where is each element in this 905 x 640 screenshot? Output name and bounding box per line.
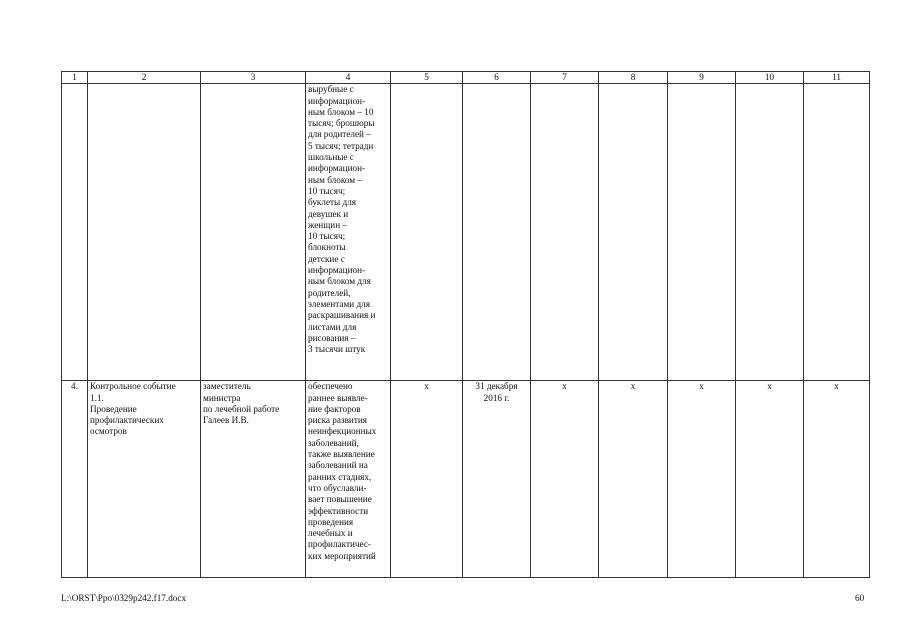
column-number: 6 (463, 72, 531, 84)
cell-line: буклеты для (308, 197, 357, 208)
column-number: 11 (804, 72, 870, 84)
table-cell (201, 84, 306, 381)
cell-line: что обуславли- (308, 482, 367, 493)
cell-line: рисования – (308, 332, 356, 343)
cell-line: риска развития (308, 415, 368, 426)
cell-line: листами для (308, 321, 357, 332)
cell-line: неинфекционных (308, 426, 377, 437)
column-number: 2 (88, 72, 201, 84)
cell-line: женщин – (308, 219, 348, 230)
table-cell (88, 84, 201, 381)
cell-line: информацион- (308, 163, 366, 174)
cell-line: по лечебной работе (203, 403, 280, 414)
column-number: 7 (531, 72, 599, 84)
cell-line: информацион- (308, 265, 366, 276)
cell-line: ких мероприятий (308, 550, 376, 561)
column-number: 5 (391, 72, 463, 84)
cell-line: лечебных и (308, 528, 353, 539)
col10-cell: х (736, 381, 804, 578)
table-cell (391, 84, 463, 381)
cell-line: Контрольное событие (90, 381, 176, 392)
cell-line: министра (203, 392, 241, 403)
cell-line: 1.1. (90, 392, 104, 403)
table-cell (599, 84, 668, 381)
responsible-cell (201, 381, 306, 578)
cell-line: заболеваний, (308, 437, 359, 448)
cell-line: школьные с (308, 152, 354, 163)
cell-line: информацион- (308, 95, 366, 106)
cell-line: 3 тысячи штук (308, 344, 366, 355)
table-row-4 (62, 381, 870, 578)
event-name-cell (88, 381, 201, 578)
footer-file-path: L:\ORST\Ppo\0329p242.f17.docx (61, 593, 187, 603)
cell-line: заместитель (203, 381, 251, 392)
column-number: 9 (668, 72, 736, 84)
cell-line: родителей, (308, 287, 351, 298)
col8-cell: х (599, 381, 668, 578)
result-cell (306, 381, 391, 578)
plan-table (61, 71, 870, 578)
col5-cell: х (391, 381, 463, 578)
cell-line: раскрашивания и (308, 310, 376, 321)
cell-line: 5 тысяч; тетради (308, 140, 374, 151)
column-number: 4 (306, 72, 391, 84)
table-cell (463, 84, 531, 381)
result-cell-continued (306, 84, 391, 381)
cell-line: ным блоком для (308, 276, 371, 287)
column-number: 10 (736, 72, 804, 84)
table-cell (736, 84, 804, 381)
cell-line: девушек и (308, 208, 349, 219)
table-cell (531, 84, 599, 381)
cell-line: ным блоком – 10 (308, 106, 374, 117)
cell-line: 10 тысяч; (308, 231, 346, 242)
page-number: 60 (855, 593, 865, 603)
column-number: 3 (201, 72, 306, 84)
col11-cell: х (804, 381, 870, 578)
cell-line: эффективности (308, 505, 369, 516)
cell-line: ранних стадиях, (308, 471, 372, 482)
cell-line: Проведение (90, 403, 137, 414)
cell-line: профилактических (90, 415, 164, 426)
table-cell (62, 84, 88, 381)
cell-line: также выявление (308, 449, 375, 460)
cell-line: осмотров (90, 426, 127, 437)
cell-line: ние факторов (308, 403, 361, 414)
cell-line: проведения (308, 516, 354, 527)
cell-line: обеспечено (308, 381, 353, 392)
deadline-cell (463, 381, 531, 578)
column-number: 8 (599, 72, 668, 84)
cell-line: 2016 г. (483, 392, 510, 403)
cell-line: тысяч; брошюры (308, 118, 375, 129)
cell-line: ным блоком – (308, 174, 362, 185)
cell-line: профилактичес- (308, 539, 371, 550)
cell-line: 31 декабря (475, 381, 518, 392)
column-number-row (62, 72, 870, 84)
cell-line: для родителей – (308, 129, 371, 140)
cell-line: вает повышение (308, 494, 372, 505)
col7-cell: х (531, 381, 599, 578)
cell-line: заболеваний на (308, 460, 368, 471)
table-row-continued (62, 84, 870, 381)
cell-line: вырубные с (308, 84, 354, 95)
cell-line: детские с (308, 253, 345, 264)
table-cell (668, 84, 736, 381)
row-number-cell: 4. (62, 381, 88, 578)
table-cell (804, 84, 870, 381)
col9-cell: х (668, 381, 736, 578)
cell-line: Галеев И.В. (203, 415, 249, 426)
cell-line: элементами для (308, 298, 370, 309)
cell-line: блокноты (308, 242, 346, 253)
column-number: 1 (62, 72, 88, 84)
cell-line: раннее выявле- (308, 392, 368, 403)
cell-line: 10 тысяч; (308, 185, 346, 196)
